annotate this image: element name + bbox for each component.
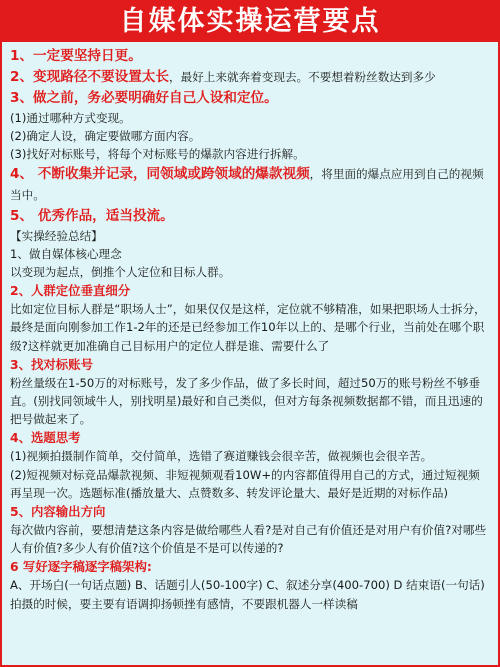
sec-5-body: 每次做内容前，要想清楚这条内容是做给哪些人看?是对自己有价值还是对用户有价值?对哪些人有价值?多少人有价值?这个价值是不是可以传递的? [10,523,487,556]
point-2 [10,67,490,88]
sec-2-body: 比如定位目标人群是“职场人士”，如果仅仅是这样，定位就不够精准，如果把职场人士拆分，最终是面向刚参加工作1-2年的还是已经参加工作10年以上的、是哪个行业，当前处在哪个职级?这样就更加准确自己目标用户的定位人群是谁、需要什么了 [10,302,486,353]
point-4-tail: ，将里面的爆点应用到自己的视频当中。 [10,166,484,202]
sec-1-body: 以变现为起点，倒推个人定位和目标人群。 [10,265,231,280]
point-3-head: 3、做之前，务必要明确好自己人设和定位。 [10,90,278,106]
sec-5-head: 5、内容输出方向 [10,504,106,520]
point-4 [10,164,490,206]
point-5 [10,206,490,227]
point-3 [10,88,490,109]
point-1 [10,46,490,67]
point-2-tail: ，最好上来就奔着变现去。不要想着粉丝数达到多少 [169,70,436,84]
point-5-head: 5、 优秀作品，适当投流。 [10,207,174,224]
sec-6-body-1: A、开场白(一句话点题) B、话题引人(50-100字) C、叙述分享(400-700) D 结束语(一句话) [10,578,485,593]
point-3-item-1: (1)通过哪种方式变现。 [10,111,131,125]
point-1-head: 1、一定要坚持日更。 [10,48,142,64]
point-4-head: 4、 不断收集并记录，同领域或跨领域的爆款视频 [10,165,310,182]
sec-1-head: 1、做自媒体核心理念 [10,246,122,261]
content-area [2,42,498,613]
sec-6-head: 6 写好逐字稿逐字稿架构: [10,559,152,575]
point-3-item-3: (3)找好对标账号，将每个对标账号的爆款内容进行拆解。 [10,147,305,162]
point-2-head: 2、变现路径不要设置太长 [10,69,169,85]
sec-4-item-2: (2)短视频对标竞品爆款视频、非短视频观看10W+的内容都值得用自己的方式，通过短视频再呈现一次。选题标准(播放量大、点赞数多、转发评论量大、最好是近期的对标作品) [10,467,480,500]
point-3-item-2: (2)确定人设，确定要做哪方面内容。 [10,129,201,144]
sec-4-item-1: (1)视频拍摄制作简单，交付简单，选错了赛道赚钱会很辛苦，做视频也会很辛苦。 [10,449,433,464]
sec-3-head: 3、找对标账号 [10,356,93,372]
sec-4-head: 4、选题思考 [10,430,81,446]
page-title: 自媒体实操运营要点 [2,2,498,42]
sec-2-head: 2、人群定位垂直细分 [10,283,131,299]
sec-6-body-2: 拍摄的时候，要主要有语调抑扬顿挫有感情，不要跟机器人一样读稿 [10,596,358,611]
sec-3-body: 粉丝量级在1-50万的对标账号，发了多少作品，做了多长时间，超过50万的账号粉丝不够垂直。(别找同领域牛人，别找明星)最好和自己类似，但对方每条视频数据都不错，而且迅速的把号做起来了。 [10,375,483,427]
summary-title: 【实操经验总结】 [10,228,103,243]
